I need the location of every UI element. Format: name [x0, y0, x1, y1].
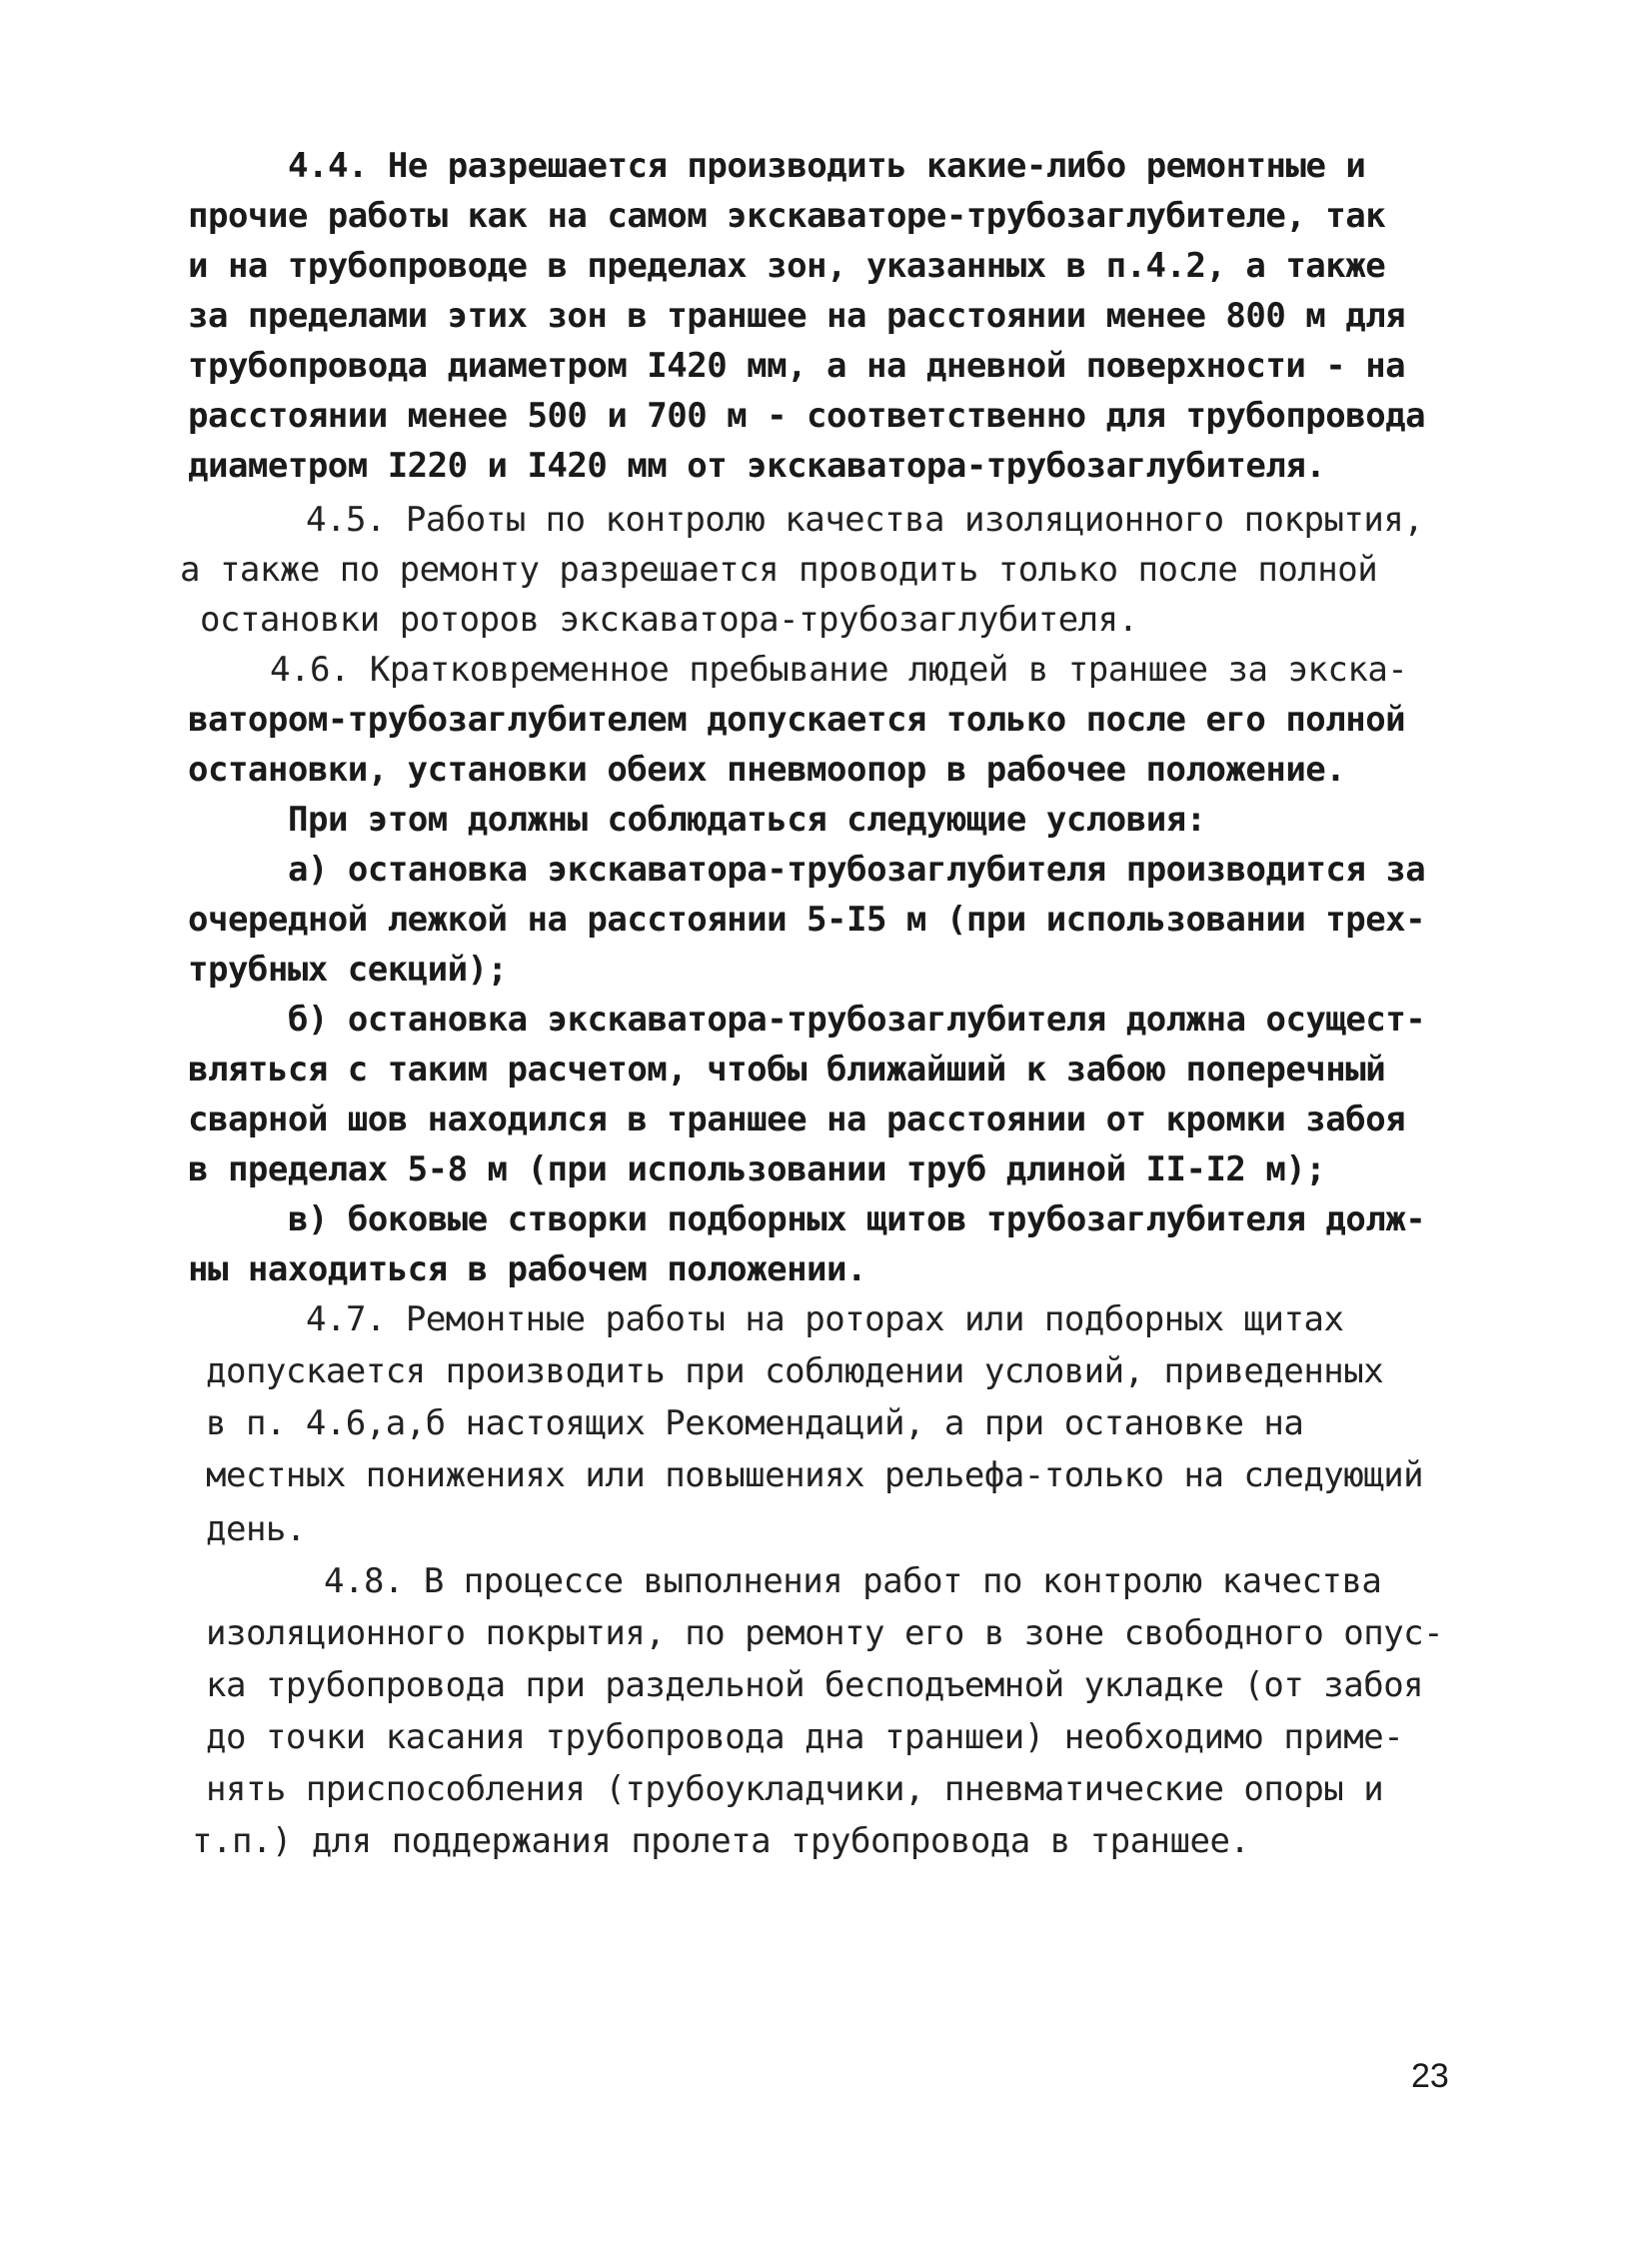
- p-4-7-line-1: 4.7. Ремонтные работы на роторах или подборных щитах: [306, 1299, 1344, 1339]
- p-4-4-line-3: и на трубопроводе в пределах зон, указанных в п.4.2, а также: [188, 246, 1386, 286]
- p-4-6-line-5: а) остановка экскаватора-трубозаглубителя производится за: [288, 850, 1426, 890]
- p-4-8-line-5: нять приспособления (трубоукладчики, пневматические опоры и: [206, 1769, 1384, 1809]
- p-4-5-line-1: 4.5. Работы по контролю качества изоляционного покрытия,: [306, 500, 1424, 540]
- p-4-4-line-7: диаметром I220 и I420 мм от экскаватора-трубозаглубителя.: [188, 446, 1326, 486]
- p-4-6-line-11: в пределах 5-8 м (при использовании труб длиной II-I2 м);: [188, 1149, 1326, 1189]
- p-4-6-line-6: очередной лежкой на расстоянии 5-I5 м (при использовании трех-: [188, 900, 1426, 940]
- p-4-8-line-4: до точки касания трубопровода дна траншеи) необходимо приме-: [206, 1717, 1404, 1757]
- p-4-8-line-6: т.п.) для поддержания пролета трубопровода в траншее.: [192, 1821, 1250, 1861]
- p-4-8-line-2: изоляционного покрытия, по ремонту его в зоне свободного опус-: [206, 1613, 1444, 1653]
- p-4-7-line-5: день.: [206, 1509, 306, 1549]
- p-4-6-line-4: При этом должны соблюдаться следующие условия:: [288, 800, 1206, 840]
- p-4-7-line-4: местных понижениях или повышениях рельефа-только на следующий: [206, 1455, 1424, 1495]
- p-4-4-line-6: расстоянии менее 500 и 700 м - соответственно для трубопровода: [188, 396, 1426, 436]
- p-4-5-line-2: а также по ремонту разрешается проводить только после полной: [180, 550, 1378, 590]
- p-4-6-line-9: вляться с таким расчетом, чтобы ближайший к забою поперечный: [188, 1050, 1386, 1090]
- p-4-4-line-2: прочие работы как на самом экскаваторе-трубозаглубителе, так: [188, 196, 1386, 236]
- p-4-4-line-5: трубопровода диаметром I420 мм, а на дневной поверхности - на: [188, 346, 1406, 386]
- p-4-7-line-3: в п. 4.6,а,б настоящих Рекомендаций, а при остановке на: [206, 1403, 1304, 1443]
- p-4-8-line-3: ка трубопровода при раздельной бесподъемной укладке (от забоя: [206, 1665, 1424, 1705]
- page-number: 23: [1411, 2057, 1449, 2095]
- p-4-6-line-10: сварной шов находился в траншее на расстоянии от кромки забоя: [188, 1100, 1406, 1139]
- p-4-6-line-8: б) остановка экскаватора-трубозаглубителя должна осущест-: [288, 1000, 1426, 1040]
- p-4-6-line-7: трубных секций);: [188, 950, 508, 990]
- p-4-6-line-13: ны находиться в рабочем положении.: [188, 1249, 866, 1289]
- p-4-8-line-1: 4.8. В процессе выполнения работ по контролю качества: [324, 1561, 1382, 1601]
- p-4-4-line-1: 4.4. Не разрешается производить какие-либо ремонтные и: [288, 146, 1366, 186]
- p-4-6-line-1: 4.6. Кратковременное пребывание людей в траншее за экска-: [270, 650, 1408, 690]
- p-4-6-line-3: остановки, установки обеих пневмоопор в рабочее положение.: [188, 750, 1346, 790]
- p-4-7-line-2: допускается производить при соблюдении условий, приведенных: [206, 1351, 1384, 1391]
- p-4-6-line-12: в) боковые створки подборных щитов трубозаглубителя долж-: [288, 1199, 1426, 1239]
- p-4-4-line-4: за пределами этих зон в траншее на расстоянии менее 800 м для: [188, 296, 1406, 336]
- p-4-6-line-2: ватором-трубозаглубителем допускается только после его полной: [188, 700, 1406, 740]
- p-4-5-line-3: остановки роторов экскаватора-трубозаглубителя.: [200, 600, 1138, 640]
